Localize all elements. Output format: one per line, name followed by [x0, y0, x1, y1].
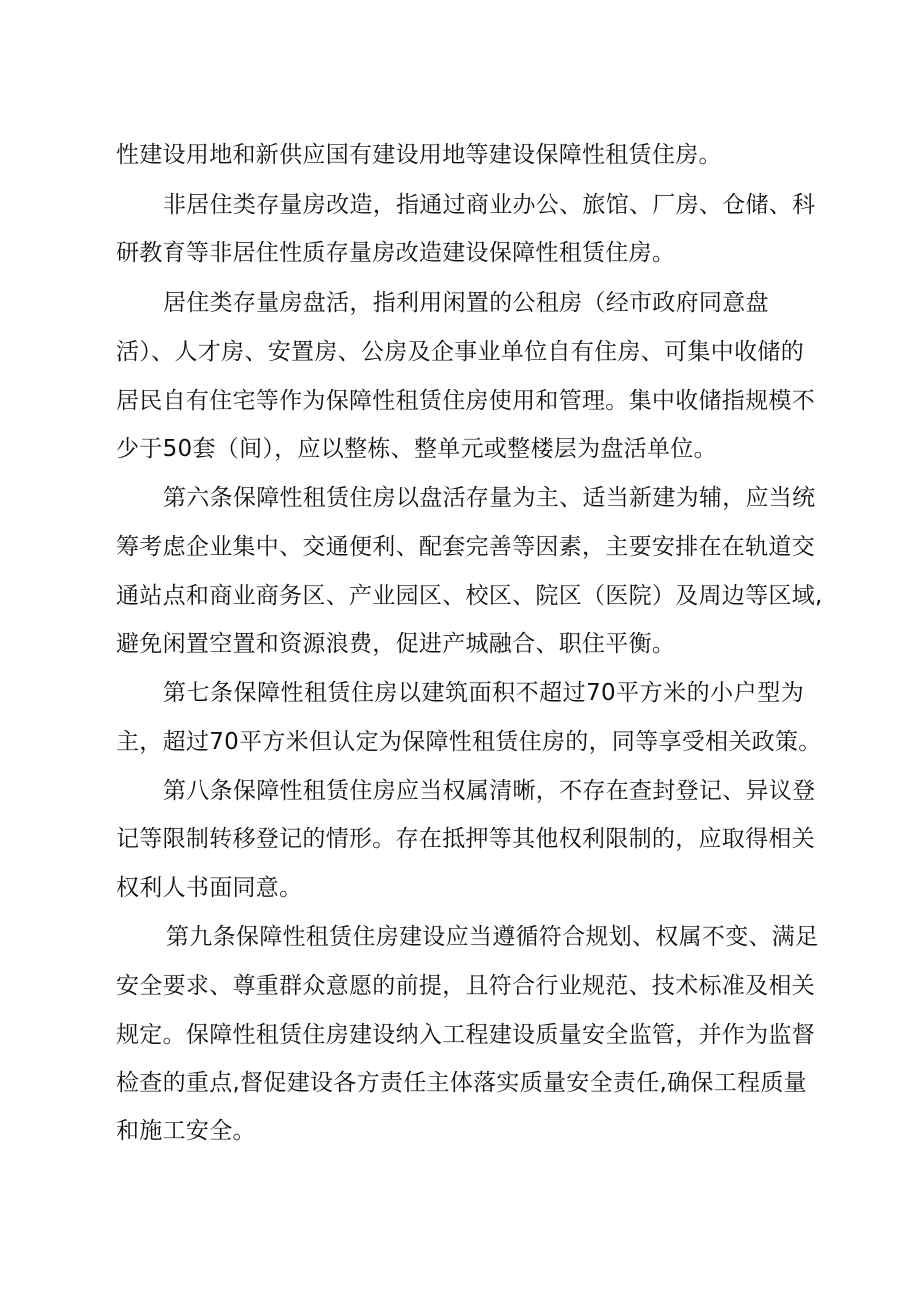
- paragraph-7-line-5: 和施工安全。: [116, 1118, 256, 1144]
- paragraph-3-line-4: 少于50套（间），应以整栋、整单元或整楼层为盘活单位。: [116, 436, 717, 462]
- paragraph-3-line-2: 活）、人才房、安置房、公房及企事业单位自有住房、可集中收储的: [116, 339, 804, 365]
- paragraph-6-line-1: 第八条保障性租赁住房应当权属清晰，不存在查封登记、异议登: [163, 778, 816, 804]
- paragraph-7-line-1: 第九条保障性租赁住房建设应当遵循符合规划、权属不变、满足: [166, 924, 819, 950]
- paragraph-5-line-2: 主，超过70平方米但认定为保障性租赁住房的，同等享受相关政策。: [116, 729, 822, 755]
- paragraph-5-line-1: 第七条保障性租赁住房以建筑面积不超过70平方米的小户型为: [163, 680, 804, 706]
- paragraph-6-line-2: 记等限制转移登记的情形。存在抵押等其他权利限制的，应取得相关: [116, 826, 815, 852]
- paragraph-4-line-3: 通站点和商业商务区、产业园区、校区、院区（医院）及周边等区域,: [116, 583, 823, 609]
- paragraph-3-line-3: 居民自有住宅等作为保障性租赁住房使用和管理。集中收储指规模不: [116, 388, 815, 414]
- paragraph-6-line-3: 权利人书面同意。: [116, 875, 303, 901]
- paragraph-7-line-4: 检查的重点,督促建设各方责任主体落实质量安全责任,确保工程质量: [116, 1070, 807, 1096]
- paragraph-4-line-4: 避免闲置空置和资源浪费，促进产城融合、职住平衡。: [116, 631, 676, 657]
- paragraph-2-line-1: 非居住类存量房改造，指通过商业办公、旅馆、厂房、仓储、科: [163, 192, 816, 218]
- paragraph-7-line-3: 规定。保障性租赁住房建设纳入工程建设质量安全监管，并作为监督: [116, 1022, 815, 1048]
- paragraph-3-line-1: 居住类存量房盘活，指利用闲置的公租房（经市政府同意盘: [163, 290, 769, 316]
- paragraph-1-line-1: 性建设用地和新供应国有建设用地等建设保障性租赁住房。: [116, 142, 722, 168]
- paragraph-2-line-2: 研教育等非居住性质存量房改造建设保障性租赁住房。: [116, 240, 676, 266]
- paragraph-7-line-2: 安全要求、尊重群众意愿的前提，且符合行业规范、技术标准及相关: [116, 973, 815, 999]
- paragraph-4-line-1: 第六条保障性租赁住房以盘活存量为主、适当新建为辅，应当统: [163, 485, 816, 511]
- paragraph-4-line-2: 筹考虑企业集中、交通便利、配套完善等因素，主要安排在在轨道交: [116, 534, 815, 560]
